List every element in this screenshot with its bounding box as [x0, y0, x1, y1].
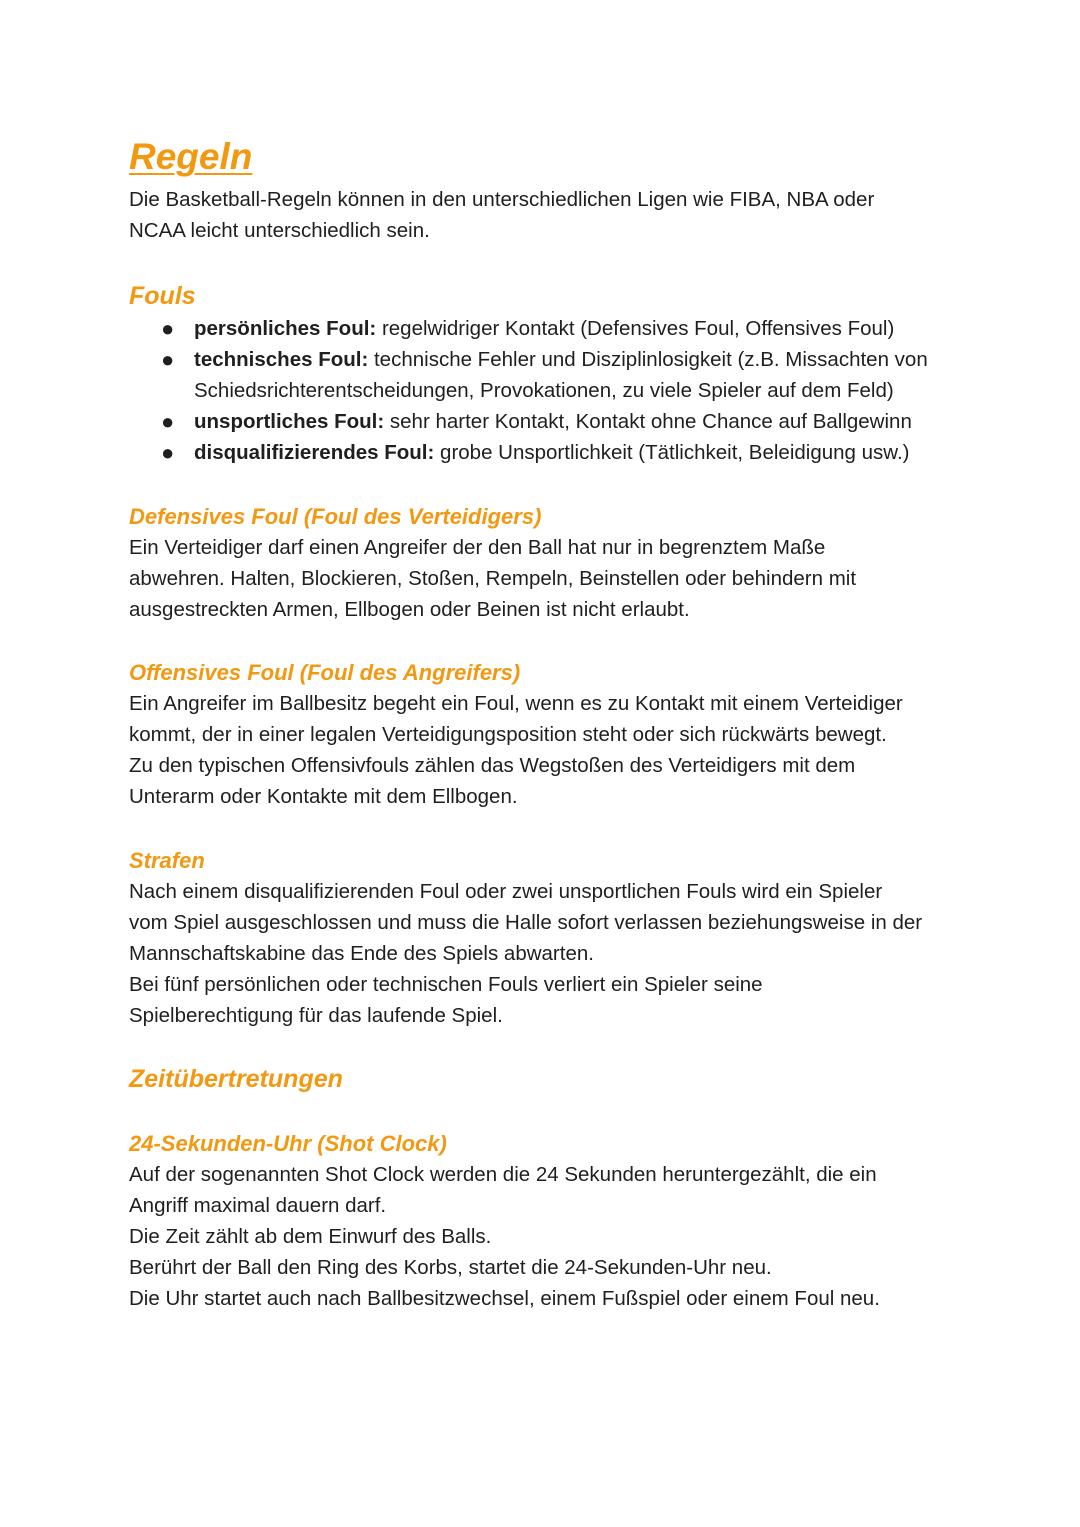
list-item: [161, 344, 959, 406]
bullet-icon: ●: [161, 347, 175, 372]
defensive-foul-paragraph: [129, 532, 959, 625]
paragraph-line: Die Zeit zählt ab dem Einwurf des Balls.: [129, 1225, 492, 1248]
bullet-icon: ●: [161, 316, 175, 341]
foul-term: persönliches Foul:: [194, 317, 377, 340]
paragraph-line: Berührt der Ball den Ring des Korbs, startet die 24-Sekunden-Uhr neu.: [129, 1256, 772, 1279]
shot-clock-heading: 24-Sekunden-Uhr (Shot Clock): [129, 1131, 447, 1156]
paragraph-line: Die Uhr startet auch nach Ballbesitzwechsel, einem Fußspiel oder einem Foul neu.: [129, 1287, 880, 1310]
paragraph-line: Ein Angreifer im Ballbesitz begeht ein Foul, wenn es zu Kontakt mit einem Verteidiger: [129, 692, 903, 715]
offensive-foul-paragraph: [129, 688, 959, 812]
paragraph-line: Mannschaftskabine das Ende des Spiels abwarten.: [129, 942, 594, 965]
paragraph-line: Angriff maximal dauern darf.: [129, 1194, 387, 1217]
paragraph-line: Zu den typischen Offensivfouls zählen das Wegstoßen des Verteidigers mit dem: [129, 754, 856, 777]
paragraph-line: Ein Verteidiger darf einen Angreifer der den Ball hat nur in begrenztem Maße: [129, 536, 826, 559]
foul-description: technische Fehler und Disziplinlosigkeit (z.B. Missachten von: [373, 348, 928, 371]
strafen-heading: Strafen: [129, 848, 205, 873]
paragraph-line: abwehren. Halten, Blockieren, Stoßen, Rempeln, Beinstellen oder behindern mit: [129, 567, 857, 590]
intro-line: Die Basketball-Regeln können in den unterschiedlichen Ligen wie FIBA, NBA oder: [129, 188, 875, 211]
paragraph-line: ausgestreckten Armen, Ellbogen oder Beinen ist nicht erlaubt.: [129, 598, 690, 621]
paragraph-line: vom Spiel ausgeschlossen und muss die Halle sofort verlassen beziehungsweise in der: [129, 911, 923, 934]
foul-description: regelwidriger Kontakt (Defensives Foul, Offensives Foul): [381, 317, 895, 340]
foul-description: grobe Unsportlichkeit (Tätlichkeit, Beleidigung usw.): [440, 441, 910, 464]
list-item: [161, 437, 959, 468]
paragraph-line: Bei fünf persönlichen oder technischen Fouls verliert ein Spieler seine: [129, 973, 763, 996]
document-page: [129, 132, 959, 1314]
bullet-icon: ●: [161, 409, 175, 434]
foul-term: disqualifizierendes Foul:: [194, 441, 435, 464]
fouls-heading: Fouls: [129, 282, 196, 310]
defensive-foul-heading: Defensives Foul (Foul des Verteidigers): [129, 504, 542, 529]
paragraph-line: Auf der sogenannten Shot Clock werden die 24 Sekunden heruntergezählt, die ein: [129, 1163, 877, 1186]
paragraph-line: kommt, der in einer legalen Verteidigungsposition steht oder sich rückwärts bewegt.: [129, 723, 887, 746]
foul-description: Schiedsrichterentscheidungen, Provokationen, zu viele Spieler auf dem Feld): [194, 379, 894, 402]
foul-term: unsportliches Foul:: [194, 410, 385, 433]
shot-clock-paragraph: [129, 1159, 959, 1314]
list-item: [161, 313, 959, 344]
intro-line: NCAA leicht unterschiedlich sein.: [129, 219, 430, 242]
offensive-foul-heading: Offensives Foul (Foul des Angreifers): [129, 660, 521, 685]
paragraph-line: Nach einem disqualifizierenden Foul oder zwei unsportlichen Fouls wird ein Spieler: [129, 880, 883, 903]
foul-term: technisches Foul:: [194, 348, 369, 371]
paragraph-line: Spielberechtigung für das laufende Spiel.: [129, 1004, 503, 1027]
page-title: Regeln: [129, 136, 253, 177]
bullet-icon: ●: [161, 440, 175, 465]
fouls-list: [129, 313, 959, 468]
zeituebertretungen-heading: Zeitübertretungen: [129, 1065, 343, 1093]
paragraph-line: Unterarm oder Kontakte mit dem Ellbogen.: [129, 785, 518, 808]
list-item: [161, 406, 959, 437]
foul-description: sehr harter Kontakt, Kontakt ohne Chance auf Ballgewinn: [389, 410, 912, 433]
intro-paragraph: [129, 184, 959, 246]
strafen-paragraph: [129, 876, 959, 1031]
